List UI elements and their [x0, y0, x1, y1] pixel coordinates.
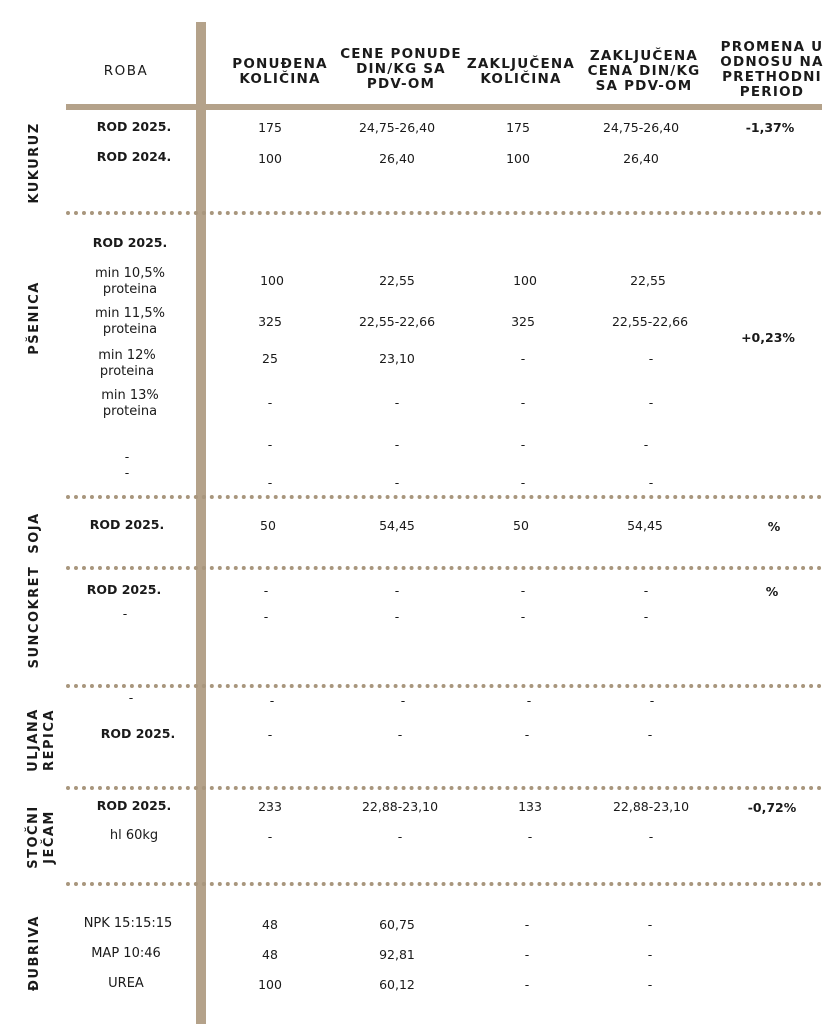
label-line: min 12%: [98, 348, 156, 363]
header-line: SA PDV-OM: [595, 78, 693, 94]
header-line: PDV-OM: [366, 76, 436, 92]
row-label: ROD 2025.: [89, 517, 165, 532]
cell-zakljucena: -: [524, 727, 530, 742]
row-label: -: [128, 690, 134, 705]
cell-zakljucena: -: [520, 395, 526, 410]
section-divider-3: [66, 566, 822, 570]
cell-ponudjena: 233: [258, 799, 282, 814]
cell-zakljucena: -: [527, 829, 533, 844]
row-label: ROD 2025.: [96, 119, 172, 134]
cell-zakljucena-cena: 54,45: [627, 518, 663, 533]
cell-zakljucena-cena: -: [648, 395, 654, 410]
cell-zakljucena: -: [520, 583, 526, 598]
cell-zakljucena-cena: -: [648, 475, 654, 490]
section-divider-2: [66, 495, 822, 499]
section-divider-6: [66, 882, 822, 886]
cell-ponudjena: 48: [262, 917, 278, 932]
header-line: KOLIČINA: [480, 71, 562, 87]
cell-cena-ponude: 24,75-26,40: [358, 120, 436, 135]
cell-zakljucena-cena: 22,88-23,10: [612, 799, 690, 814]
row-label: ROD 2025.: [100, 726, 176, 741]
cell-ponudjena: 100: [258, 977, 282, 992]
section-label-kukuruz: KUKURUZ: [27, 122, 42, 204]
cell-ponudjena: -: [267, 727, 273, 742]
header-roba: ROBA: [103, 63, 149, 79]
cell-cena-ponude: -: [397, 829, 403, 844]
cell-zakljucena: -: [520, 609, 526, 624]
side-line: JEČAM: [42, 810, 57, 864]
cell-cena-ponude: 54,45: [379, 518, 415, 533]
cell-cena-ponude: 60,12: [379, 977, 415, 992]
promena-value: %: [765, 584, 779, 599]
row-label: hl 60kg: [109, 828, 159, 843]
section-label-suncokret: SUNCOKRET: [27, 565, 42, 669]
cell-zakljucena: -: [524, 977, 530, 992]
promena-value: %: [767, 519, 781, 534]
header-divider: [66, 104, 822, 110]
cell-cena-ponude: 92,81: [379, 947, 415, 962]
section-label-djubriva: ĐUBRIVA: [27, 915, 42, 991]
cell-zakljucena-cena: -: [648, 829, 654, 844]
cell-zakljucena: 325: [511, 314, 535, 329]
header-cene-ponude: [337, 47, 465, 92]
header-zakljucena-kolicina: [462, 57, 580, 87]
row-label: -: [122, 606, 128, 621]
cell-cena-ponude: 22,55-22,66: [358, 314, 436, 329]
row-label: ROD 2024.: [96, 149, 172, 164]
section-divider-1: [66, 211, 822, 215]
label-line: proteina: [102, 404, 158, 419]
cell-ponudjena: 50: [260, 518, 276, 533]
cell-ponudjena: -: [269, 693, 275, 708]
row-label: [70, 266, 190, 298]
header-line: PERIOD: [739, 84, 805, 100]
cell-ponudjena: -: [263, 583, 269, 598]
promena-value: -0,72%: [747, 800, 797, 815]
cell-zakljucena: -: [526, 693, 532, 708]
header-line: CENE PONUDE: [340, 46, 462, 62]
cell-cena-ponude: -: [394, 437, 400, 452]
header-line: ZAKLJUČENA: [589, 48, 699, 64]
cell-zakljucena-cena: 22,55: [630, 273, 666, 288]
cell-zakljucena-cena: -: [647, 727, 653, 742]
cell-ponudjena: -: [267, 437, 273, 452]
row-label: -: [124, 465, 130, 480]
cell-cena-ponude: -: [400, 693, 406, 708]
cell-zakljucena-cena: -: [643, 583, 649, 598]
cell-cena-ponude: 22,55: [379, 273, 415, 288]
cell-cena-ponude: -: [394, 583, 400, 598]
header-line: DIN/KG SA: [356, 61, 446, 77]
section-divider-4: [66, 684, 822, 688]
header-line: KOLIČINA: [239, 71, 321, 87]
row-label: [70, 388, 190, 420]
row-label: NPK 15:15:15: [83, 916, 173, 931]
cell-ponudjena: 100: [258, 151, 282, 166]
label-line: min 13%: [101, 388, 159, 403]
section-divider-5: [66, 786, 822, 790]
cell-cena-ponude: 60,75: [379, 917, 415, 932]
cell-ponudjena: 175: [258, 120, 282, 135]
cell-zakljucena-cena: -: [648, 351, 654, 366]
cell-ponudjena: 48: [262, 947, 278, 962]
row-label: ROD 2025.: [86, 582, 162, 597]
header-promena: [712, 40, 831, 100]
header-line: CENA DIN/KG: [587, 63, 701, 79]
header-line: PRETHODNI: [722, 69, 822, 85]
cell-zakljucena: -: [520, 351, 526, 366]
cell-zakljucena: -: [520, 475, 526, 490]
cell-zakljucena: -: [520, 437, 526, 452]
cell-zakljucena-cena: -: [643, 437, 649, 452]
cell-ponudjena: 325: [258, 314, 282, 329]
vertical-divider: [196, 22, 206, 1024]
header-ponudjena-kolicina: [220, 57, 340, 87]
cell-ponudjena: -: [267, 829, 273, 844]
cell-zakljucena: 133: [518, 799, 542, 814]
header-line: PONUĐENA: [232, 56, 328, 72]
cell-cena-ponude: -: [397, 727, 403, 742]
subsection-heading: ROD 2025.: [92, 235, 168, 250]
cell-ponudjena: 100: [260, 273, 284, 288]
row-label: -: [124, 449, 130, 464]
cell-zakljucena-cena: -: [649, 693, 655, 708]
cell-zakljucena: 175: [506, 120, 530, 135]
cell-zakljucena-cena: -: [643, 609, 649, 624]
cell-zakljucena: 100: [506, 151, 530, 166]
cell-zakljucena-cena: -: [647, 917, 653, 932]
cell-cena-ponude: 22,88-23,10: [361, 799, 439, 814]
cell-zakljucena-cena: 26,40: [623, 151, 659, 166]
cell-zakljucena: 50: [513, 518, 529, 533]
section-label-stocni-jecam: [26, 805, 58, 869]
cell-zakljucena-cena: 22,55-22,66: [611, 314, 689, 329]
row-label: UREA: [108, 976, 144, 991]
row-label: ROD 2025.: [96, 798, 172, 813]
cell-cena-ponude: -: [394, 395, 400, 410]
cell-zakljucena: 100: [513, 273, 537, 288]
header-zakljucena-cena: [580, 49, 708, 94]
row-label: [70, 306, 190, 338]
section-label-uljana-repica: [26, 708, 58, 772]
cell-cena-ponude: 23,10: [379, 351, 415, 366]
label-line: proteina: [102, 282, 158, 297]
label-line: min 11,5%: [95, 306, 165, 321]
cell-cena-ponude: 26,40: [379, 151, 415, 166]
promena-value: -1,37%: [745, 120, 795, 135]
cell-ponudjena: -: [267, 395, 273, 410]
header-line: ZAKLJUČENA: [466, 56, 576, 72]
header-line: ODNOSU NA: [720, 54, 824, 70]
side-line: ULJANA: [26, 708, 41, 772]
label-line: proteina: [102, 322, 158, 337]
cell-cena-ponude: -: [394, 609, 400, 624]
label-line: proteina: [99, 364, 155, 379]
cell-zakljucena-cena: -: [647, 977, 653, 992]
cell-ponudjena: 25: [262, 351, 278, 366]
promena-value: +0,23%: [741, 330, 795, 345]
cell-ponudjena: -: [263, 609, 269, 624]
cell-ponudjena: -: [267, 475, 273, 490]
cell-zakljucena: -: [524, 947, 530, 962]
cell-zakljucena-cena: 24,75-26,40: [602, 120, 680, 135]
cell-zakljucena: -: [524, 917, 530, 932]
side-line: STOČNI: [26, 805, 41, 869]
cell-cena-ponude: -: [394, 475, 400, 490]
label-line: min 10,5%: [95, 266, 165, 281]
cell-zakljucena-cena: -: [647, 947, 653, 962]
section-label-psenica: PŠENICA: [27, 281, 42, 355]
row-label: [67, 348, 187, 380]
side-line: REPICA: [42, 709, 57, 771]
header-line: PROMENA U: [720, 39, 824, 55]
section-label-soja: SOJA: [27, 512, 42, 554]
row-label: MAP 10:46: [91, 946, 161, 961]
